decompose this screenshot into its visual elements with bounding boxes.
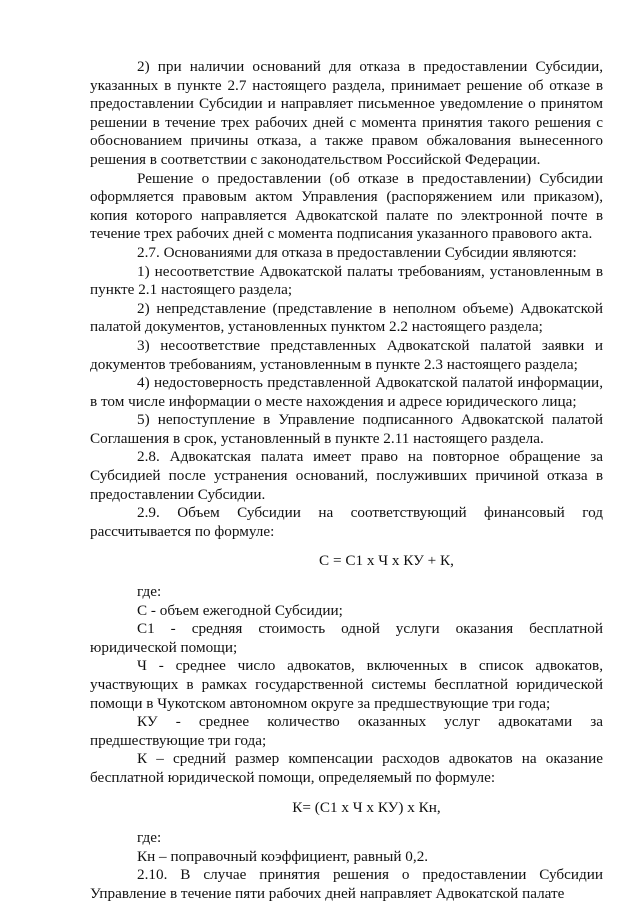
list-item-refusal-2: 2) непредставление (представление в неполном объеме) Адвокатской палатой документов, установленных пунктом 2.2 настоящего раздела;	[90, 299, 603, 336]
definition-ku: КУ - среднее количество оказанных услуг адвокатами за предшествующие три года;	[90, 713, 603, 749]
formula-subsidy: С = С1 х Ч х КУ + К,	[319, 552, 454, 570]
definition-c1: С1 - средняя стоимость одной услуги оказания бесплатной юридической помощи;	[90, 620, 603, 656]
document-page	[90, 58, 603, 904]
definition-kn: Кн – поправочный коэффициент, равный 0,2.	[137, 847, 429, 865]
paragraph-2-9: 2.9. Объем Субсидии на соответствующий финансовый год рассчитывается по формуле:	[90, 504, 603, 540]
list-item-refusal-3: 3) несоответствие представленных Адвокатской палатой заявки и документов требованиям, установленным в пункте 2.3 настоящего раздела;	[90, 336, 603, 373]
formula-compensation: К= (С1 х Ч х КУ) х Кн,	[292, 798, 441, 816]
definition-k: К – средний размер компенсации расходов адвокатов на оказание бесплатной юридической помощи, определяемый по формуле:	[90, 750, 603, 786]
list-item-refusal-5: 5) непоступление в Управление подписанного Адвокатской палатой Соглашения в срок, установленный в пункте 2.11 настоящего раздела.	[90, 411, 603, 447]
definition-ch: Ч - среднее число адвокатов, включенных в список адвокатов, участвующих в рамках государственной системы бесплатной юридической помощи в Чукотском автономном округе за предшествующие три года;	[90, 657, 603, 712]
definition-c: С - объем ежегодной Субсидии;	[137, 601, 343, 619]
list-item-refusal-1: 1) несоответствие Адвокатской палаты требованиям, установленным в пункте 2.1 настоящего раздела;	[90, 262, 603, 299]
paragraph-2-8: 2.8. Адвокатская палата имеет право на повторное обращение за Субсидией после устранения оснований, послуживших причиной отказа в предоставлении Субсидии.	[90, 448, 603, 503]
paragraph-decision-refusal: 2) при наличии оснований для отказа в предоставлении Субсидии, указанных в пункте 2.7 настоящего раздела, принимает решение об отказе в предоставлении Субсидии и направляет письменное уведомление о принятом решении в течение трех рабочих дней с момента принятия такого решения с обоснованием причины отказа, а также правом обжалования вынесенного решения в соответствии с законодательством Российской Федерации.	[90, 58, 603, 168]
where-label: где:	[137, 583, 162, 601]
paragraph-2-7: 2.7. Основаниями для отказа в предоставлении Субсидии являются:	[137, 243, 577, 261]
paragraph-2-10: 2.10. В случае принятия решения о предоставлении Субсидии Управление в течение пяти рабочих дней направляет Адвокатской палате	[90, 866, 603, 902]
list-item-refusal-4: 4) недостоверность представленной Адвокатской палатой информации, в том числе информации о месте нахождения и адресе юридического лица;	[90, 374, 603, 410]
where-label-2: где:	[137, 829, 162, 847]
paragraph-legal-act: Решение о предоставлении (об отказе в предоставлении) Субсидии оформляется правовым актом Управления (распоряжением или приказом), копия которого направляется Адвокатской палате по электронной почте в течение трех рабочих дней с момента подписания указанного правового акта.	[90, 169, 603, 243]
